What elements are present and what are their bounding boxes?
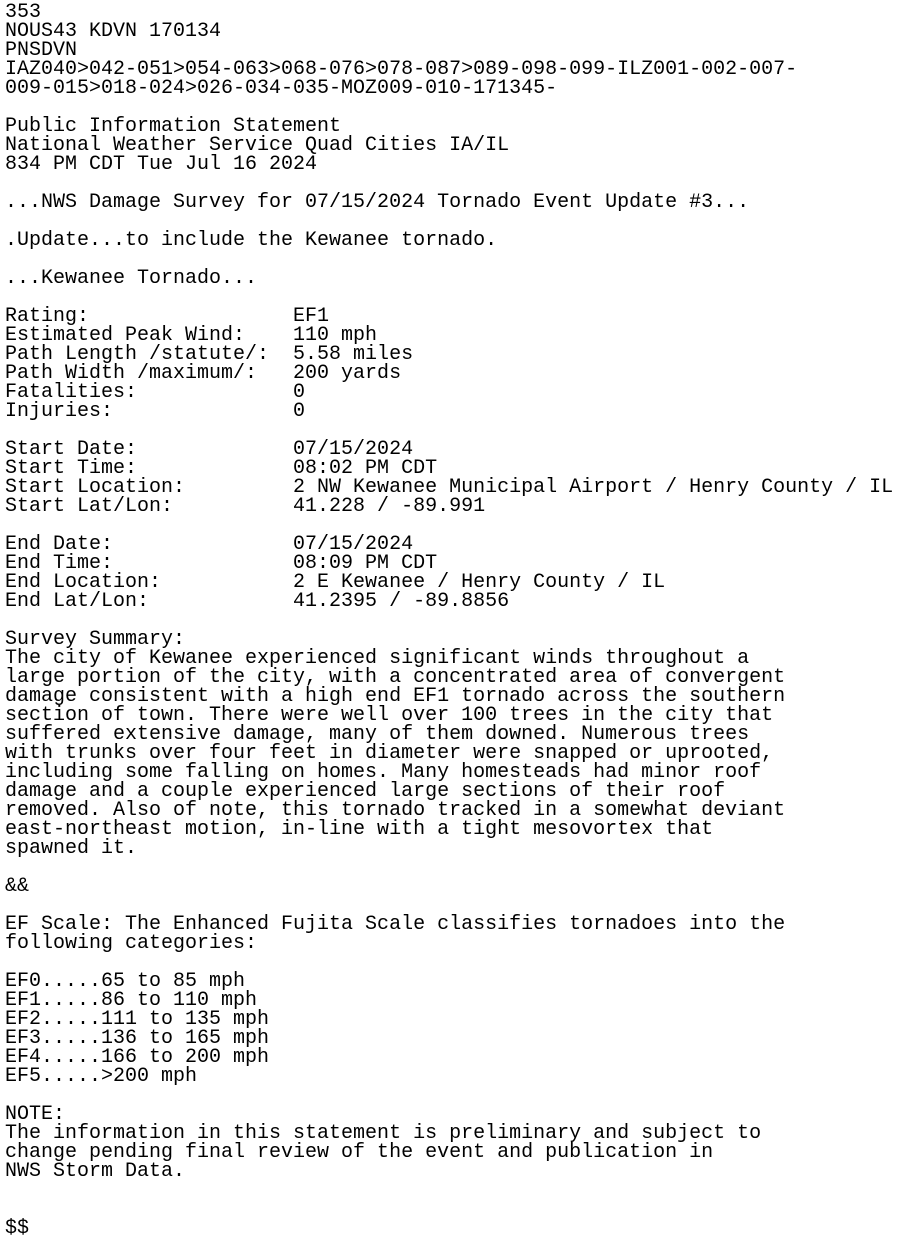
bulletin-line: 009-015>018-024>026-034-035-MOZ009-010-171345- <box>5 77 558 100</box>
bulletin-line: 834 PM CDT Tue Jul 16 2024 <box>5 153 318 176</box>
bulletin-line: Injuries: 0 <box>5 400 306 423</box>
bulletin-line: Start Date: 07/15/2024 <box>5 438 414 461</box>
bulletin-line: The city of Kewanee experienced significant winds throughout a <box>5 647 750 670</box>
bulletin-line: removed. Also of note, this tornado tracked in a somewhat deviant <box>5 799 786 822</box>
bulletin-line: EF Scale: The Enhanced Fujita Scale classifies tornadoes into the <box>5 913 786 936</box>
bulletin-line: spawned it. <box>5 837 138 860</box>
bulletin-line: IAZ040>042-051>054-063>068-076>078-087>089-098-099-ILZ001-002-007- <box>5 58 798 81</box>
bulletin-line: EF0.....65 to 85 mph <box>5 970 246 993</box>
bulletin-line: Rating: EF1 <box>5 305 330 328</box>
bulletin-line: EF3.....136 to 165 mph <box>5 1027 270 1050</box>
bulletin-line: Estimated Peak Wind: 110 mph <box>5 324 378 347</box>
bulletin-line: Public Information Statement <box>5 115 342 138</box>
bulletin-line: ...NWS Damage Survey for 07/15/2024 Tornado Event Update #3... <box>5 191 750 214</box>
bulletin-line <box>5 1086 893 1105</box>
bulletin-line: End Time: 08:09 PM CDT <box>5 552 438 575</box>
bulletin-line: NOTE: <box>5 1103 66 1126</box>
bulletin-line: The information in this statement is preliminary and subject to <box>5 1122 762 1145</box>
bulletin-line: including some falling on homes. Many homesteads had minor roof <box>5 761 762 784</box>
bulletin-line: Survey Summary: <box>5 628 186 651</box>
bulletin-line: NWS Storm Data. <box>5 1160 186 1183</box>
bulletin-line: End Date: 07/15/2024 <box>5 533 414 556</box>
bulletin-line: east-northeast motion, in-line with a tight mesovortex that <box>5 818 714 841</box>
bulletin-line: section of town. There were well over 100 trees in the city that <box>5 704 774 727</box>
bulletin-line: .Update...to include the Kewanee tornado. <box>5 229 498 252</box>
bulletin-line <box>5 1200 893 1219</box>
bulletin-text <box>5 3 893 1238</box>
bulletin-line: EF5.....>200 mph <box>5 1065 198 1088</box>
bulletin-line: End Location: 2 E Kewanee / Henry County / IL <box>5 571 666 594</box>
bulletin-line: $$ <box>5 1217 30 1240</box>
bulletin-line: && <box>5 875 30 898</box>
bulletin-line <box>5 858 893 877</box>
bulletin-line: End Lat/Lon: 41.2395 / -89.8856 <box>5 590 510 613</box>
bulletin-line: PNSDVN <box>5 39 78 62</box>
bulletin-line: ...Kewanee Tornado... <box>5 267 258 290</box>
bulletin-line: NOUS43 KDVN 170134 <box>5 20 222 43</box>
bulletin-line: Start Location: 2 NW Kewanee Municipal Airport / Henry County / IL <box>5 476 894 499</box>
bulletin-line: large portion of the city, with a concentrated area of convergent <box>5 666 786 689</box>
bulletin-line: Start Lat/Lon: 41.228 / -89.991 <box>5 495 486 518</box>
bulletin-line: damage and a couple experienced large sections of their roof <box>5 780 726 803</box>
bulletin-line: suffered extensive damage, many of them downed. Numerous trees <box>5 723 750 746</box>
bulletin-line: following categories: <box>5 932 258 955</box>
bulletin-line: EF2.....111 to 135 mph <box>5 1008 270 1031</box>
bulletin-line: Path Width /maximum/: 200 yards <box>5 362 402 385</box>
bulletin-line: Fatalities: 0 <box>5 381 306 404</box>
bulletin-line <box>5 1181 893 1200</box>
bulletin-line: 353 <box>5 1 42 24</box>
bulletin-line: Path Length /statute/: 5.58 miles <box>5 343 414 366</box>
bulletin-line: EF4.....166 to 200 mph <box>5 1046 270 1069</box>
bulletin-line: Start Time: 08:02 PM CDT <box>5 457 438 480</box>
bulletin-line: damage consistent with a high end EF1 tornado across the southern <box>5 685 786 708</box>
bulletin-line: EF1.....86 to 110 mph <box>5 989 258 1012</box>
bulletin-line: change pending final review of the event and publication in <box>5 1141 714 1164</box>
bulletin-line: with trunks over four feet in diameter were snapped or uprooted, <box>5 742 774 765</box>
bulletin-line: National Weather Service Quad Cities IA/IL <box>5 134 510 157</box>
